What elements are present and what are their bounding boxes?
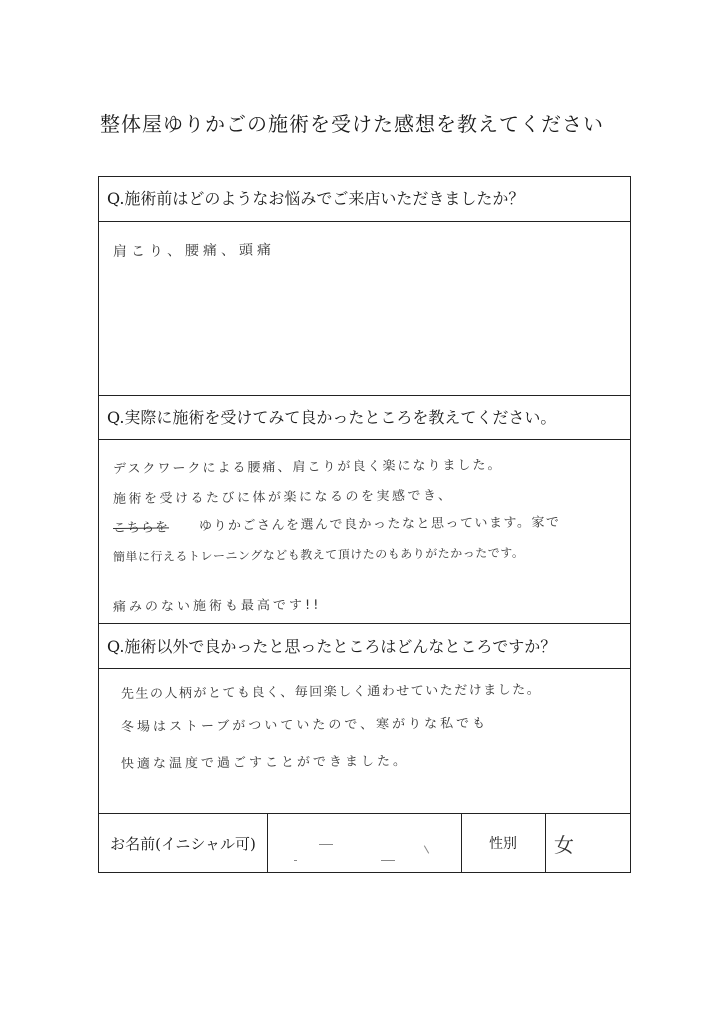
name-label: お名前(イニシャル可)	[110, 834, 256, 853]
form-title: 整体屋ゆりかごの施術を受けた感想を教えてください	[100, 112, 604, 136]
answer-3-line-3: 快適な温度で過ごすことができました。	[120, 753, 410, 772]
answer-2-line-2: 施術を受けるたびに体が楽になるのを実感でき、	[112, 488, 454, 507]
divider	[99, 221, 630, 222]
divider	[545, 813, 546, 872]
answer-3-line-2: 冬場はストーブがついていたので、寒がりな私でも	[120, 716, 489, 735]
gender-label: 性別	[489, 836, 517, 852]
question-1: Q.施術前はどのようなお悩みでご来店いただきましたか？	[107, 189, 525, 208]
divider	[99, 395, 630, 396]
gender-value: 女	[554, 833, 574, 857]
answer-2-line-3-struck: こちらを	[112, 520, 170, 536]
divider	[99, 668, 630, 669]
divider	[99, 439, 630, 440]
answer-1-line-1: 肩こり、腰痛、頭痛	[112, 242, 276, 260]
answer-2-line-5: 痛みのない施術も最高です!!	[112, 597, 322, 615]
divider	[99, 623, 630, 624]
question-3: Q.施術以外で良かったと思ったところはどんなところですか？	[107, 637, 557, 656]
survey-form	[98, 176, 631, 873]
divider	[267, 813, 268, 872]
answer-2-line-4: 簡単に行えるトレーニングなども教えて頂けたのもありがたかったです。	[112, 545, 525, 564]
answer-2-line-1: デスクワークによる腰痛、肩こりが良く楽になりました。	[112, 457, 503, 477]
answer-3-line-1: 先生の人柄がとても良く、毎回楽しく通わせていただけました。	[120, 682, 542, 702]
question-2: Q.実際に施術を受けてみて良かったところを教えてください。	[107, 408, 557, 427]
answer-2-line-3: ゆりかごさんを選んで良かったなと思っています。家で	[198, 515, 561, 534]
